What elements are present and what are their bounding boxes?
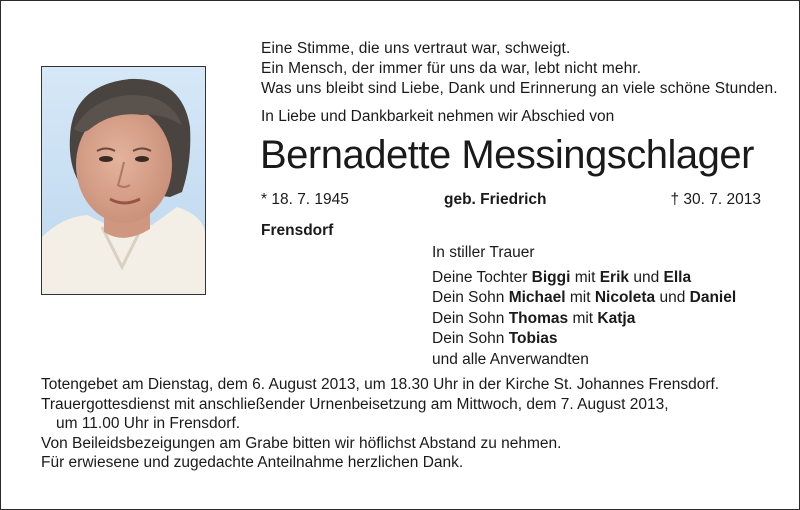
relation-text: Dein Sohn [432,309,509,327]
mourner-line [432,288,736,309]
service-line: Für erwiesene und zugedachte Anteilnahme herzlichen Dank. [41,454,464,471]
portrait-photo [41,66,206,295]
birth-date: * 18. 7. 1945 [261,191,349,208]
connector-text: mit [568,309,598,327]
mourner-name: Biggi [531,268,571,286]
memorial-poem [261,39,778,99]
mourner-name: Michael [508,289,566,307]
poem-line: Ein Mensch, der immer für uns da war, lebt nicht mehr. [261,60,642,77]
service-line: Trauergottesdienst mit anschließender Urnenbeisetzung am Mittwoch, dem 7. August 2013, [41,395,669,413]
relation-text: Dein Sohn [432,330,509,348]
mourners-block [432,243,736,371]
mourner-name: Ella [663,268,692,286]
mourner-name: Katja [597,309,636,327]
relation-text: Deine Tochter [432,268,532,286]
maiden-name: geb. Friedrich [444,191,547,208]
hometown: Frensdorf [261,222,334,239]
mourner-name: Thomas [508,309,569,327]
portrait-illustration [42,67,205,294]
mourners-heading: In stiller Trauer [432,244,535,261]
service-line: Totengebet am Dienstag, dem 6. August 2013, um 18.30 Uhr in der Kirche St. Johannes Frensdorf. [41,376,720,393]
poem-line: Eine Stimme, die uns vertraut war, schweigt. [261,40,571,57]
connector-text: und [655,289,690,307]
mourner-name: Tobias [508,330,558,348]
service-line: Von Beileidsbezeigungen am Grabe bitten wir höflichst Abstand zu nehmen. [41,434,562,452]
mourner-name: Daniel [689,289,737,307]
farewell-intro: In Liebe und Dankbarkeit nehmen wir Abschied von [261,108,615,125]
mourners-closing: und alle Anverwandten [432,350,589,368]
connector-text: mit [565,289,595,307]
service-details [41,375,719,473]
connector-text: mit [570,268,600,286]
mourner-name: Erik [599,268,630,286]
mourner-line [432,309,736,330]
deceased-name: Bernadette Messingschlager [260,133,754,177]
poem-line: Was uns bleibt sind Liebe, Dank und Erinnerung an viele schöne Stunden. [261,80,778,97]
death-date: † 30. 7. 2013 [670,191,761,208]
service-line: um 11.00 Uhr in Frensdorf. [56,415,241,432]
mourner-line [432,329,736,350]
connector-text: und [629,268,664,286]
mourner-name: Nicoleta [594,289,656,307]
relation-text: Dein Sohn [432,289,509,307]
mourner-line [432,268,736,289]
